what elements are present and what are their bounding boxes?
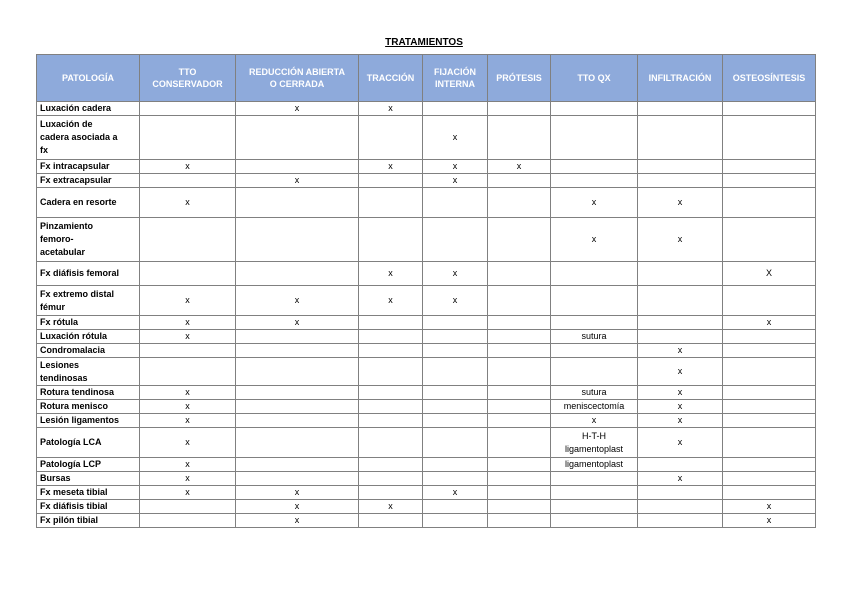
treatment-cell [551,486,638,500]
pathology-cell: Fx diáfisis femoral [37,262,140,286]
treatment-cell [236,414,359,428]
treatment-cell [638,514,723,528]
treatment-cell [638,102,723,116]
treatment-cell [359,358,423,386]
treatment-cell [488,400,551,414]
treatment-cell: x [551,218,638,262]
treatment-cell: x [140,316,236,330]
treatment-cell [236,160,359,174]
treatment-cell [488,218,551,262]
treatment-cell [359,472,423,486]
table-row [37,102,816,116]
pathology-cell: Fx pilón tibial [37,514,140,528]
pathology-cell: Lesiones tendinosas [37,358,140,386]
treatment-cell [423,316,488,330]
treatment-cell: x [140,188,236,218]
treatment-cell [723,102,816,116]
treatment-cell: x [140,286,236,316]
treatment-cell: x [488,160,551,174]
treatment-cell [638,174,723,188]
pathology-cell: Fx rótula [37,316,140,330]
treatment-cell [551,500,638,514]
treatment-cell [638,486,723,500]
treatment-cell: X [723,262,816,286]
treatment-cell [488,330,551,344]
treatment-cell: x [140,330,236,344]
treatment-cell: x [359,286,423,316]
treatment-cell [723,116,816,160]
treatment-cell [423,358,488,386]
treatment-cell [140,102,236,116]
pathology-cell: Fx meseta tibial [37,486,140,500]
treatment-cell [359,428,423,458]
treatment-cell: x [638,344,723,358]
treatment-cell [236,116,359,160]
treatment-cell: x [423,174,488,188]
treatment-cell [488,358,551,386]
pathology-cell: Fx diáfisis tibial [37,500,140,514]
treatment-cell [638,330,723,344]
column-header: REDUCCIÓN ABIERTA O CERRADA [236,55,359,102]
treatment-cell: x [140,414,236,428]
treatment-cell [488,414,551,428]
treatment-cell [723,414,816,428]
treatment-cell [551,344,638,358]
pathology-cell: Lesión ligamentos [37,414,140,428]
table-row [37,472,816,486]
treatment-cell [236,188,359,218]
treatment-cell [236,400,359,414]
treatment-cell [140,116,236,160]
treatment-cell [359,486,423,500]
treatment-cell: x [236,102,359,116]
column-header: TRACCIÓN [359,55,423,102]
treatment-cell [638,286,723,316]
treatment-cell [488,262,551,286]
treatment-cell: x [236,316,359,330]
treatment-cell [423,428,488,458]
treatment-cell [723,188,816,218]
treatment-cell [236,344,359,358]
treatment-cell [423,102,488,116]
table-row [37,414,816,428]
treatment-cell [359,174,423,188]
column-header: TTO QX [551,55,638,102]
table-row [37,160,816,174]
pathology-cell: Cadera en resorte [37,188,140,218]
treatment-cell: x [359,102,423,116]
treatment-cell [488,316,551,330]
treatment-cell [551,316,638,330]
treatment-cell [638,500,723,514]
treatment-cell [359,386,423,400]
treatment-cell [423,472,488,486]
treatment-cell: sutura [551,330,638,344]
pathology-cell: Fx intracapsular [37,160,140,174]
treatment-cell: x [423,160,488,174]
treatment-cell [638,316,723,330]
treatment-cell [488,472,551,486]
treatment-cell: x [638,218,723,262]
treatment-cell [236,472,359,486]
treatment-cell [423,500,488,514]
treatment-cell: x [236,174,359,188]
treatment-cell [723,428,816,458]
treatment-cell [723,286,816,316]
table-row [37,344,816,358]
treatment-cell [423,514,488,528]
treatment-cell: x [236,500,359,514]
treatment-cell: sutura [551,386,638,400]
treatment-cell: x [638,400,723,414]
treatment-cell: x [236,486,359,500]
treatment-cell [723,386,816,400]
treatment-cell [236,358,359,386]
treatments-table [36,54,816,528]
column-header: INFILTRACIÓN [638,55,723,102]
treatment-cell: x [423,262,488,286]
treatment-cell [140,262,236,286]
treatment-cell [551,358,638,386]
treatment-cell: x [551,188,638,218]
treatment-cell: x [140,486,236,500]
treatment-cell [140,218,236,262]
treatment-cell: x [236,514,359,528]
table-row [37,174,816,188]
treatment-cell [359,330,423,344]
treatment-cell [236,330,359,344]
treatment-cell [140,344,236,358]
treatment-cell [488,514,551,528]
treatment-cell: x [638,358,723,386]
treatment-cell [423,344,488,358]
treatment-cell: x [723,316,816,330]
table-row [37,514,816,528]
treatment-cell [140,358,236,386]
table-row [37,262,816,286]
treatment-cell [551,160,638,174]
treatment-cell: x [140,160,236,174]
table-row [37,358,816,386]
treatment-cell: x [359,500,423,514]
treatment-cell [140,174,236,188]
treatment-cell: x [140,386,236,400]
treatment-cell [359,316,423,330]
treatment-cell [359,514,423,528]
table-row [37,218,816,262]
treatment-cell: x [638,386,723,400]
treatment-cell [488,500,551,514]
treatment-cell [488,102,551,116]
table-row [37,188,816,218]
pathology-cell: Luxación cadera [37,102,140,116]
header-row [37,55,816,102]
treatment-cell [359,458,423,472]
table-row [37,500,816,514]
treatment-cell [236,262,359,286]
pathology-cell: Rotura menisco [37,400,140,414]
treatment-cell [488,386,551,400]
treatment-cell [551,262,638,286]
table-row [37,286,816,316]
treatment-cell [723,472,816,486]
treatment-cell [551,116,638,160]
treatment-cell [423,400,488,414]
pathology-cell: Fx extracapsular [37,174,140,188]
treatment-cell [359,344,423,358]
treatment-cell: x [723,514,816,528]
column-header: TTO CONSERVADOR [140,55,236,102]
treatment-cell [423,188,488,218]
treatment-cell [488,188,551,218]
table-row [37,428,816,458]
pathology-cell: Patología LCA [37,428,140,458]
column-header: FIJACIÓN INTERNA [423,55,488,102]
page-title: TRATAMIENTOS [385,37,463,48]
table-row [37,486,816,500]
treatment-cell: x [638,472,723,486]
pathology-cell: Luxación rótula [37,330,140,344]
treatment-cell [359,414,423,428]
treatment-cell: x [140,428,236,458]
treatment-cell [551,174,638,188]
treatment-cell: x [638,414,723,428]
treatment-cell: x [638,428,723,458]
pathology-cell: Pinzamiento femoro- acetabular [37,218,140,262]
treatment-cell [638,160,723,174]
treatment-cell [551,102,638,116]
pathology-cell: Fx extremo distal fémur [37,286,140,316]
treatment-cell: x [140,458,236,472]
treatment-cell: x [423,486,488,500]
treatment-cell: x [140,400,236,414]
table-row [37,400,816,414]
treatment-cell: x [723,500,816,514]
treatment-cell: x [359,262,423,286]
treatment-cell: x [638,188,723,218]
column-header: PATOLOGÍA [37,55,140,102]
treatment-cell [723,458,816,472]
treatment-cell [723,400,816,414]
treatment-cell [551,514,638,528]
treatment-cell [488,428,551,458]
treatment-cell [359,400,423,414]
table-row [37,330,816,344]
treatment-cell [723,160,816,174]
treatment-cell [423,218,488,262]
treatment-cell [423,386,488,400]
treatment-cell: x [140,472,236,486]
treatment-cell [423,414,488,428]
treatment-cell: ligamentoplast [551,458,638,472]
treatment-cell [488,344,551,358]
treatment-cell [359,218,423,262]
treatment-cell: meniscectomía [551,400,638,414]
treatment-cell: x [551,414,638,428]
treatment-cell [551,286,638,316]
pathology-cell: Luxación de cadera asociada a fx [37,116,140,160]
pathology-cell: Bursas [37,472,140,486]
treatment-cell [723,344,816,358]
column-header: PRÓTESIS [488,55,551,102]
treatment-cell [359,116,423,160]
treatment-cell: H-T-H ligamentoplast [551,428,638,458]
treatment-cell: x [423,286,488,316]
treatment-cell [723,174,816,188]
table-row [37,116,816,160]
treatment-cell [723,486,816,500]
treatment-cell [488,458,551,472]
treatment-cell [638,262,723,286]
treatment-cell: x [423,116,488,160]
treatment-cell [236,218,359,262]
table-row [37,386,816,400]
treatment-cell [236,386,359,400]
column-header: OSTEOSÍNTESIS [723,55,816,102]
pathology-cell: Rotura tendinosa [37,386,140,400]
treatment-cell [551,472,638,486]
treatment-cell [236,428,359,458]
treatment-cell [488,286,551,316]
treatment-cell [488,116,551,160]
treatment-cell [423,458,488,472]
treatment-cell [359,188,423,218]
treatment-cell [723,358,816,386]
pathology-cell: Condromalacia [37,344,140,358]
treatment-cell [723,330,816,344]
treatment-cell: x [236,286,359,316]
treatment-cell [236,458,359,472]
table-row [37,458,816,472]
treatment-cell [423,330,488,344]
treatment-cell [723,218,816,262]
treatment-cell [140,500,236,514]
treatment-cell: x [359,160,423,174]
table-row [37,316,816,330]
treatment-cell [638,116,723,160]
treatment-cell [140,514,236,528]
treatment-cell [488,486,551,500]
treatment-cell [638,458,723,472]
treatment-cell [488,174,551,188]
pathology-cell: Patología LCP [37,458,140,472]
